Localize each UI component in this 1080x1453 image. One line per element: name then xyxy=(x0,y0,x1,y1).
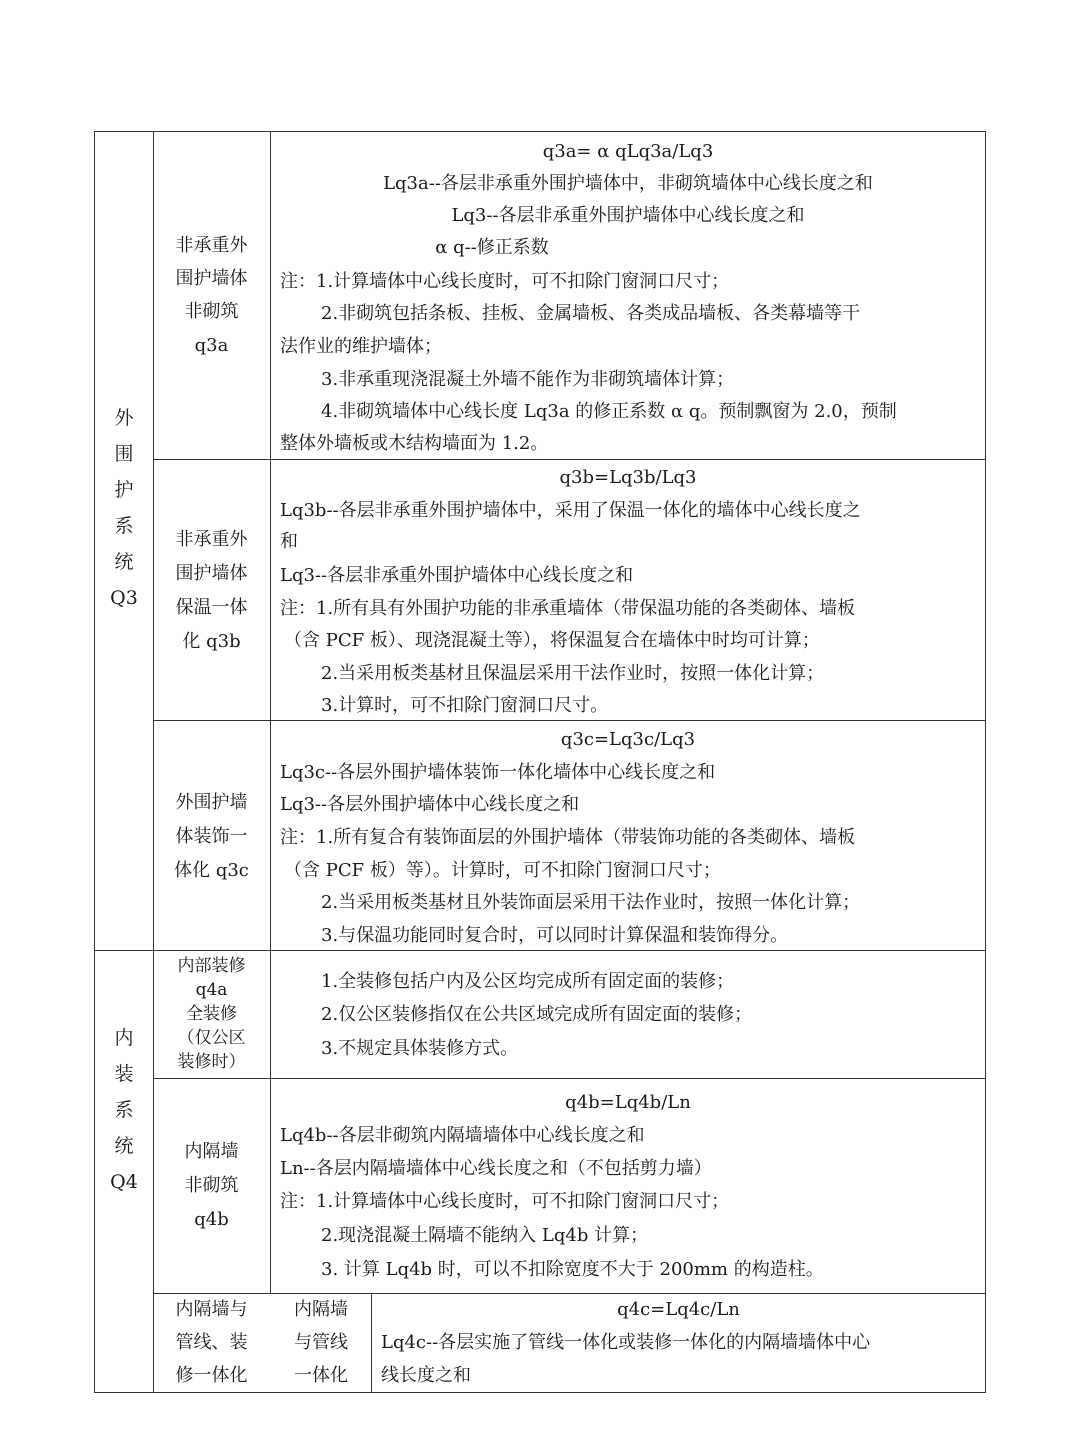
note: （含 PCF 板）等）。计算时，可不扣除门窗洞口尺寸； xyxy=(284,860,721,881)
note: 2.当采用板类基材且保温层采用干法作业时，按照一体化计算； xyxy=(321,663,825,684)
note: 整体外墙板或木结构墙面为 1.2。 xyxy=(280,433,549,454)
item-label-q4b: 非砌筑 xyxy=(184,1175,239,1196)
definition: Lq3--各层非承重外围护墙体中心线长度之和 xyxy=(280,565,634,586)
system-label-q4: 内 装 系 统 Q4 xyxy=(110,1027,138,1193)
item-label-q3b: 围护墙体 xyxy=(175,563,248,584)
formula: q3b=Lq3b/Lq3 xyxy=(559,467,697,488)
item-label-q3b: 非承重外 xyxy=(175,529,248,550)
definition: 和 xyxy=(280,531,298,552)
item-label-q3b: 保温一体 xyxy=(175,597,248,618)
item-label-q3a: q3a xyxy=(194,335,229,356)
note: 注：1.所有具有外围护功能的非承重墙体（带保温功能的各类砌体、墙板 xyxy=(280,598,856,619)
column-divider xyxy=(153,131,154,1393)
formula: q3a= α qLq3a/Lq3 xyxy=(542,141,714,162)
item-label-q4a: 装修时） xyxy=(177,1052,246,1072)
item-label-q3a: 非承重外 xyxy=(175,235,248,256)
item-label-q4c: 与管线 xyxy=(294,1332,348,1353)
definition: Lq3--各层非承重外围护墙体中心线长度之和 xyxy=(451,205,805,226)
item-label-q4a: 全装修 xyxy=(186,1004,237,1024)
definition: Lq3--各层外围护墙体中心线长度之和 xyxy=(280,794,580,815)
definition: α q--修正系数 xyxy=(435,237,549,258)
note: 注：1.计算墙体中心线长度时，可不扣除门窗洞口尺寸； xyxy=(280,1191,730,1212)
definition: 线长度之和 xyxy=(381,1365,471,1386)
note: 注：1.所有复合有装饰面层的外围护墙体（带装饰功能的各类砌体、墙板 xyxy=(280,827,856,848)
definition: Lq4c--各层实施了管线一体化或装修一体化的内隔墙墙体中心 xyxy=(381,1332,871,1353)
item-label-q3c: 外围护墙 xyxy=(175,792,248,813)
definition: Lq3c--各层外围护墙体装饰一体化墙体中心线长度之和 xyxy=(280,762,716,783)
item-label-q4b: 内隔墙 xyxy=(184,1141,239,1162)
note: （含 PCF 板）、现浇混凝土等），将保温复合在墙体中时均可计算； xyxy=(284,630,820,651)
note: 3. 计算 Lq4b 时，可以不扣除宽度不大于 200mm 的构造柱。 xyxy=(321,1259,824,1280)
note: 1.全装修包括户内及公区均完成所有固定面的装修； xyxy=(321,971,735,992)
definition: Lq4b--各层非砌筑内隔墙墙体中心线长度之和 xyxy=(280,1125,645,1146)
note: 2.现浇混凝土隔墙不能纳入 Lq4b 计算； xyxy=(321,1225,649,1246)
note: 2.当采用板类基材且外装饰面层采用干法作业时，按照一体化计算； xyxy=(321,892,861,913)
definition: Ln--各层内隔墙墙体中心线长度之和（不包括剪力墙） xyxy=(280,1158,712,1179)
formula: q4b=Lq4b/Ln xyxy=(565,1092,691,1113)
item-label-q4a: q4a xyxy=(195,980,228,1000)
system-label-q3: 外 围 护 系 统 Q3 xyxy=(110,407,138,609)
note: 法作业的维护墙体； xyxy=(280,336,442,357)
definition: Lq3a--各层非承重外围护墙体中，非砌筑墙体中心线长度之和 xyxy=(383,173,873,194)
item-group-label-q4c: 内隔墙与 xyxy=(175,1299,248,1320)
item-group-label-q4c: 管线、装 xyxy=(175,1332,248,1353)
item-group-label-q4c: 修一体化 xyxy=(175,1365,248,1386)
note: 3.非承重现浇混凝土外墙不能作为非砌筑墙体计算； xyxy=(321,369,735,390)
item-label-q3a: 非砌筑 xyxy=(184,301,239,322)
formula: q4c=Lq4c/Ln xyxy=(617,1299,740,1320)
item-label-q3c: 体装饰一 xyxy=(175,826,248,847)
formula: q3c=Lq3c/Lq3 xyxy=(560,729,696,750)
row-divider xyxy=(153,459,986,460)
note: 注：1.计算墙体中心线长度时，可不扣除门窗洞口尺寸； xyxy=(280,271,730,292)
note: 3.计算时，可不扣除门窗洞口尺寸。 xyxy=(321,695,609,716)
note: 3.与保温功能同时复合时，可以同时计算保温和装饰得分。 xyxy=(321,925,789,946)
item-label-q4b: q4b xyxy=(194,1209,229,1230)
column-divider xyxy=(371,1293,372,1393)
item-label-q4a: （仅公区 xyxy=(177,1028,246,1048)
item-label-q4c: 内隔墙 xyxy=(294,1299,348,1320)
note: 2.仅公区装修指仅在公共区域完成所有固定面的装修； xyxy=(321,1004,753,1025)
note: 3.不规定具体装修方式。 xyxy=(321,1038,519,1059)
item-label-q4c: 一体化 xyxy=(294,1365,348,1386)
item-label-q3c: 体化 q3c xyxy=(174,860,249,881)
note: 4.非砌筑墙体中心线长度 Lq3a 的修正系数 α q。预制飘窗为 2.0，预制 xyxy=(321,401,897,422)
row-divider xyxy=(153,1078,986,1079)
item-label-q3b: 化 q3b xyxy=(182,631,241,652)
column-divider xyxy=(270,131,271,1293)
item-label-q3a: 围护墙体 xyxy=(175,268,248,289)
note: 2.非砌筑包括条板、挂板、金属墙板、各类成品墙板、各类幕墙等干 xyxy=(321,303,861,324)
definition: Lq3b--各层非承重外围护墙体中，采用了保温一体化的墙体中心线长度之 xyxy=(280,500,861,521)
item-label-q4a: 内部装修 xyxy=(177,956,246,976)
